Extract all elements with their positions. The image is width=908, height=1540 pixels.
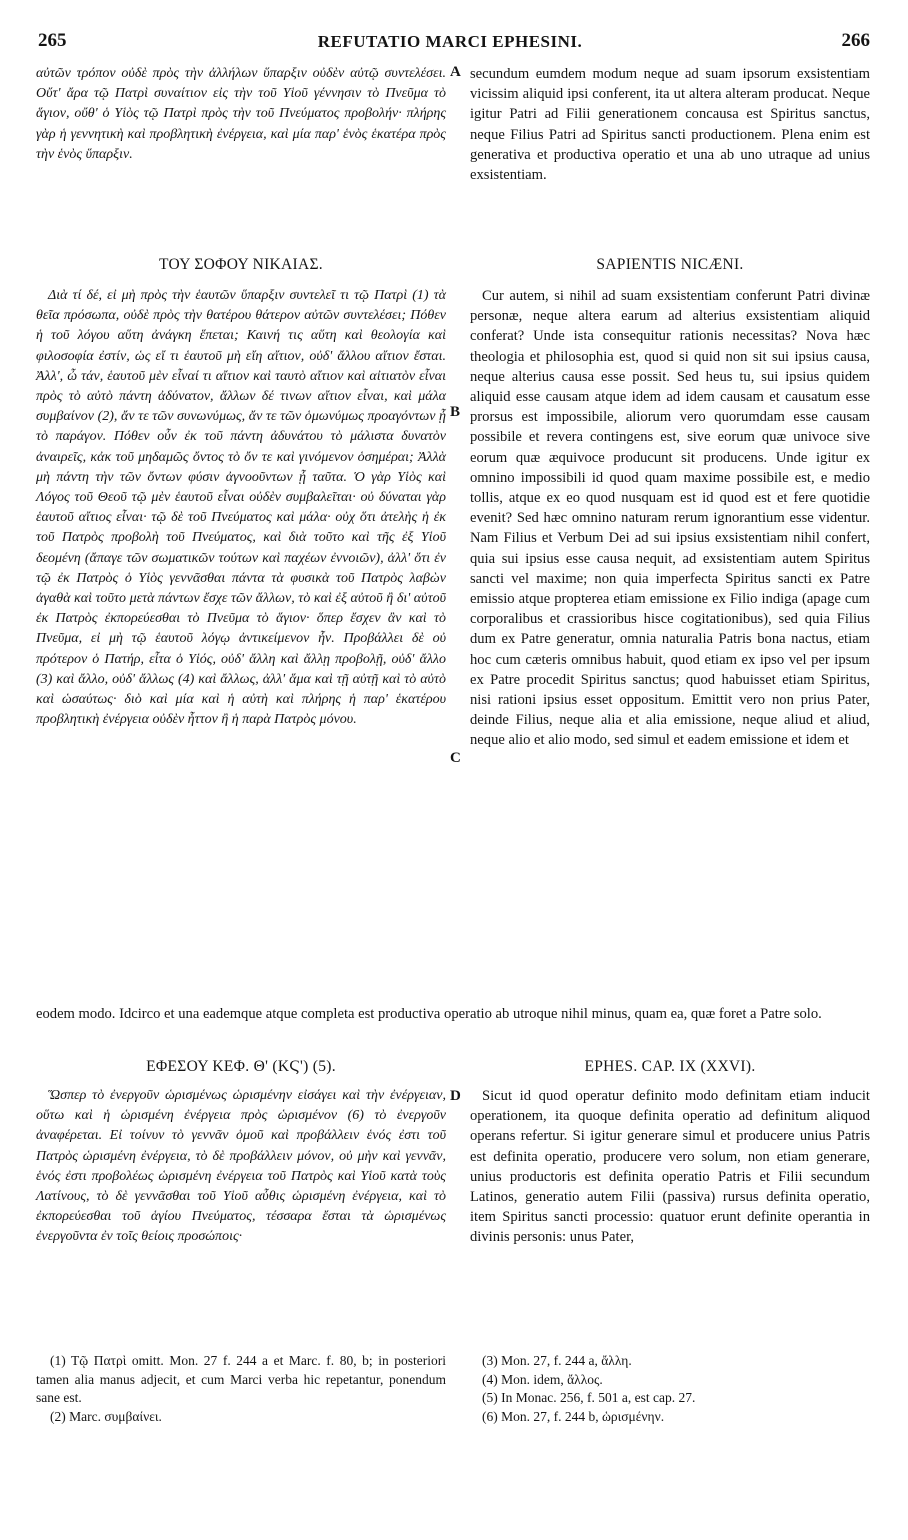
section-heading-greek-2: ΕΦΕΣΟΥ ΚΕΦ. Θ' (ΚϚ') (5). [146, 1058, 336, 1075]
greek-paragraph-bottom: Ὥσπερ τὸ ἐνεργοῦν ὡρισμένως ὡρισμένην εἰσάγει καὶ τὴν ἐνέργειαν, οὕτω καὶ ἡ ὡρισμένη ἐνέργεια πρὸς ὡρισμένον (6) τὸ ἐνεργοῦν ἀναφέρεται. Εἰ τοίνυν τὸ γεννᾶν ὁμοῦ καὶ προβάλλειν ἑνός ἐστι τοῦ Πατρὸς ὡρισμένη ἐνέργεια, τὸ δὲ προβάλλειν μόνον, οὐ μὴν καὶ γεννᾶν, ἑνός ἐστι προβολέως ὡρισμένη ἐνέργεια τοῦ Πατρὸς καὶ Υἱοῦ κατὰ τοὺς Λατίνους, τὸ δὲ γεννᾶσθαι τοῦ Υἱοῦ αὖθις ὡρισμένη ἐνέργεια, καὶ τὸ ἐκπορεύεσθαι τοῦ ἁγίου Πνεύματος, τέσσαρα ἔσται τὰ ὡρισμένως ἐνεργοῦντα ἐν τοῖς θείοις προσώποις· [36, 1088, 446, 1245]
margin-letter-a: A [450, 64, 461, 80]
section-heading-latin-1: SAPIENTIS NICÆNI. [596, 256, 744, 273]
latin-bridge-text: eodem modo. Idcirco et una eademque atque completa est productiva operatio ab utroque nihil minus, quam ea, quæ foret a Patre solo. [36, 1006, 822, 1022]
latin-paragraph-middle: Cur autem, si nihil ad suam exsistentiam conferunt Patri divinæ personæ, neque altera earum ad alterius exsistentiam aliquid conferat? Unde ista consequitur rationis necessitas? Nova hæc theologia et philosophia est, quod si quid non sit sui ipsius causa, neque alterius causa esse possit. Sed heus tu, sui ipsius quidem aliquid esse causam atque idem ad idem causam et causatum esse prorsus est impossibile, aliorum vero quorumdam esse causam possibile et revera contingens est, sive eorum quæ univoce sive eorum quæ æquivoce producunt sit producens. Unde igitur ex omnino impossibili id quod quam maxime possibile est, e medio tollis, atque ex eo quod nusquam est id quod est et fere quotidie evenit? Sed hæc omnino naturam rerum ignorantium esse videntur. Nam Filius et Verbum Dei ad sui ipsius exsistentiam nihil confert, quia sui ipsius esse causa nequit, ad exsistentiam autem Spiritus sancti vel maxime; non quia imperfecta Spiritus sancti ex Patre emissio atque propterea etiam emissione ex Filio indiga (apage cum corporalibus et crassioribus hisce cogitationibus), sed quia Filius dum ex Patre generatur, omnia naturalia Patris bona nactus, etiam hoc cum cæteris omnibus habuit, quod etiam ex ipso vel per ipsum ex Patre procedit Spiritus sanctus; quod habuisset etiam Spiritus, nisi rationi ipsius esset oppositum. Emittit vero non prius Pater, deinde Filius, neque alia et alia emissione, neque aliud et aliud, neque alio et alio modo, sed simul et eadem emissione et idem et [470, 288, 870, 749]
footnote: (5) In Monac. 256, f. 501 a, est cap. 27. [482, 1390, 696, 1405]
footnote: (2) Marc. συμβαίνει. [50, 1408, 162, 1424]
footnotes-left [36, 1352, 446, 1426]
page-number-right: 266 [841, 30, 870, 51]
page-number-left: 265 [38, 30, 67, 51]
margin-letter-c: C [450, 750, 461, 766]
running-title: REFUTATIO MARCI EPHESINI. [317, 32, 583, 51]
margin-letter-b: B [450, 404, 461, 420]
page-header [30, 30, 870, 60]
latin-column-bottom [470, 1086, 870, 1318]
section-heading-latin-2: EPHES. CAP. IX (XXVI). [584, 1058, 756, 1075]
footnote: (3) Mon. 27, f. 244 a, ἄλλη. [482, 1353, 632, 1368]
latin-paragraph-top: secundum eumdem modum neque ad suam ipsorum exsistentiam vicissim aliquid ipsi conferent, ita ut altera alteram producat. Neque igitur Patri ad Filii generationem concausa est Spiritus sanctus, neque Filius Patri ad Spiritus sancti productionem. Plena enim est generativa et productiva operatio et una ab uno utraque ad unius exsistentiam. [470, 66, 870, 184]
greek-column-bottom [36, 1086, 446, 1318]
margin-letter-d: D [450, 1088, 461, 1104]
greek-paragraph-middle: Διὰ τί δέ, εἰ μὴ πρὸς τὴν ἑαυτῶν ὕπαρξιν συντελεῖ τι τῷ Πατρὶ (1) τὰ θεῖα πρόσωπα, οὐδὲ πρὸς τὴν θατέρου θάτερον αὐτῶν συντελέσει; Πόθεν ἡ τοῦ λόγου αὕτη ἀνάγκη ἕπεται; Καινή τις αὕτη καὶ θεολογία καὶ φιλοσοφία ἐστίν, ὡς εἴ τι ἑαυτοῦ μὴ εἴη αἴτιον, οὐδ' ἄλλου αἴτιον ἔσται. Ἀλλ', ὦ τάν, ἑαυτοῦ μὲν εἶναί τι αἴτιον καὶ ταυτὸ αἴτιον καὶ αἰτιατὸν εἶναι πρὸς τὸ αὐτὸ πάντη ἀδύνατον, ἄλλων δέ τινων αἴτιον εἶναι, καὶ μάλα συμβαίνον (2), ἄν τε τῶν συνωνύμως, ἄν τε τῶν ὁμωνύμως προαγόντων ᾖ τὸ παράγον. Πόθεν οὖν ἐκ τοῦ πάντη ἀδυνάτου τὸ μάλιστα δυνατὸν ἀναιρεῖς, κἀκ τοῦ μηδαμῶς ὄντος τὸ ὄν τε καὶ γινόμενον ὁσημέραι; Ἀλλὰ μὴ πάντη τὴν τῶν ὄντων φύσιν ἀγνοοῦντων ᾖ ταῦτα. Ὁ γὰρ Υἱὸς καὶ Λόγος τοῦ Θεοῦ τῷ μὲν ἑαυτοῦ εἶναι οὐδὲν συμβαλεῖται· οὐ δύναται γὰρ ἑαυτοῦ αἴτιος εἶναι· τῷ δὲ τοῦ Πνεύματος καὶ μάλα· οὐχ ὅτι ἀτελὴς ἡ ἐκ τοῦ Πατρὸς προβολὴ τοῦ Πνεύματος, καὶ διὰ τοῦτο καὶ τῆς ἐξ Υἱοῦ δεομένη (ἄπαγε τῶν σωματικῶν τούτων καὶ παχέων ἐννοιῶν), ἀλλ' ὅτι ἐν τῷ ἐκ Πατρὸς ὁ Υἱὸς γεννᾶσθαι πάντα τὰ φυσικὰ τοῦ Πατρὸς λαβὼν ἀγαθὰ καὶ τοῦτο μετὰ πάντων ἔσχε τῶν ἄλλων, τὸ καὶ ἐξ αὐτοῦ ἢ δι' αὐτοῦ ἐκ Πατρὸς ἐκπορεύεσθαι τὸ Πνεῦμα τὸ ἅγιον· ὅπερ ἔσχεν ἂν καὶ τὸ Πνεῦμα, εἰ μὴ τῷ ἑαυτοῦ λόγῳ ἀντικείμενον ἦν. Προβάλλει δὲ οὐ πρότερον ὁ Πατήρ, εἶτα ὁ Υἱός, οὐδ' ἄλλη καὶ ἄλλῃ προβολῇ, οὐδ' ἄλλο (3) καὶ ἄλλο, οὐδ' ἄλλως (4) καὶ ἄλλως, ἀλλ' ἅμα καὶ τῇ αὐτῇ καὶ τὸ αὐτὸ καὶ ὡσαύτως· διὸ καὶ μία καὶ ἡ αὐτὴ καὶ πλήρης ἡ παρ' ἑκατέρου προβλητικὴ ἐνέργεια οὐδὲν ἧττον ἢ ἡ παρὰ Πατρὸς μόνου. [36, 288, 446, 728]
latin-column-middle [470, 286, 870, 1000]
latin-column-top [470, 64, 870, 250]
footnote: (4) Mon. idem, ἄλλος. [482, 1371, 603, 1387]
greek-column-middle [36, 286, 446, 1000]
latin-paragraph-bottom: Sicut id quod operatur definito modo definitam etiam inducit operationem, ita quoque definita operatio ad definitum aliquod operans refertur. Si igitur generare simul et producere unius Patris est definita operatio, producere vero solum, non etiam generare, unius productoris est definita operatio Patris et Filii secundum Latinos, generatio autem Filii (passiva) rursus definita operatio, item Spiritus sancti processio: quatuor erunt definite operantia in divinis personis: unus Pater, [470, 1088, 870, 1246]
footnotes-right [482, 1352, 862, 1426]
footnote: (6) Mon. 27, f. 244 b, ὡρισμένην. [482, 1408, 665, 1424]
footnote: (1) Τῷ Πατρὶ omitt. Mon. 27 f. 244 a et Marc. f. 80, b; in posteriori tamen alia manus adjecit, et cum Marci verba hic repetantur, ponendum sane est. [36, 1353, 446, 1405]
greek-paragraph-top: αὐτῶν τρόπον οὐδὲ πρὸς τὴν ἀλλήλων ὕπαρξιν οὐδὲν αὐτῷ συντελέσει. Οὔτ' ἄρα τῷ Πατρὶ συναίτιον εἰς τὴν τοῦ Υἱοῦ γέννησιν τὸ Πνεῦμα τὸ ἅγιον, οὔθ' ὁ Υἱὸς τῷ Πατρὶ πρὸς τὴν τοῦ Πνεύματος προβολήν· πλήρης γὰρ ἡ γεννητικὴ καὶ προβλητικὴ ἐνέργεια, καὶ μία παρ' ἑνὸς ἑκατέρα πρὸς τὴν ἑνὸς ὕπαρξιν. [36, 66, 446, 162]
greek-column-top [36, 64, 446, 210]
section-heading-greek-1: ΤΟΥ ΣΟΦΟΥ ΝΙΚΑΙΑΣ. [159, 256, 323, 273]
